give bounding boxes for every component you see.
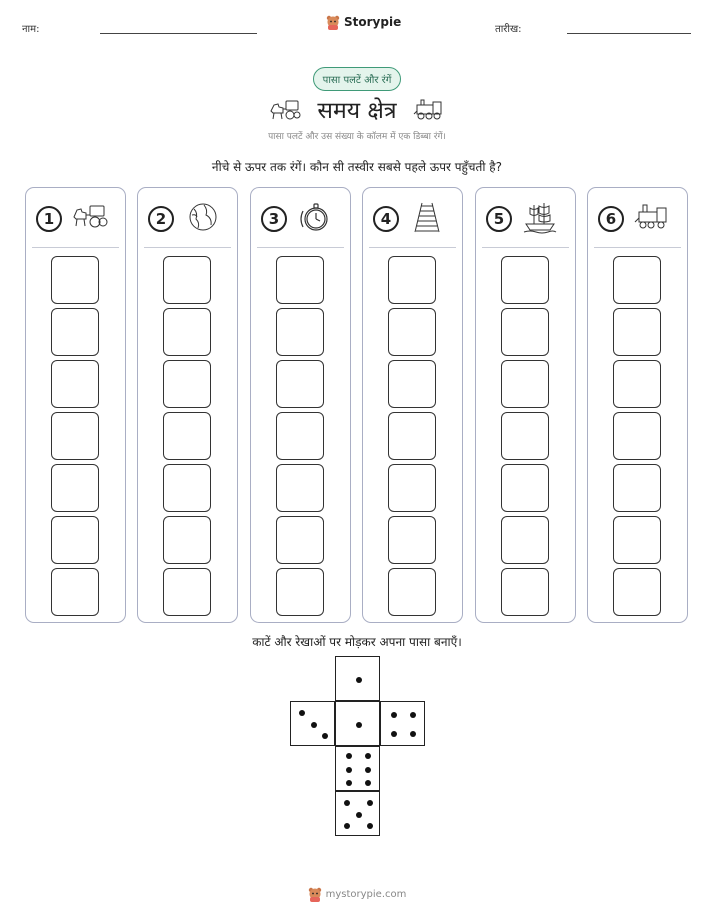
color-box[interactable]: [501, 464, 549, 512]
color-box[interactable]: [388, 464, 436, 512]
color-box[interactable]: [388, 568, 436, 616]
color-box[interactable]: [276, 464, 324, 512]
color-box[interactable]: [388, 516, 436, 564]
column-number: 4: [373, 206, 399, 232]
die-pip: [322, 733, 328, 739]
instruction-text: नीचे से ऊपर तक रंगें। कौन सी तस्वीर सबसे पहले ऊपर पहुँचती है?: [211, 160, 503, 174]
color-box[interactable]: [276, 568, 324, 616]
pocket-watch-icon: [297, 201, 333, 235]
color-box[interactable]: [501, 516, 549, 564]
color-box[interactable]: [163, 464, 211, 512]
die-pip: [346, 767, 352, 773]
die-face: [335, 701, 380, 746]
railroad-track-icon: [409, 201, 445, 235]
bear-mascot-icon: [326, 14, 340, 30]
page-title: समय क्षेत्र: [317, 98, 397, 124]
color-box[interactable]: [276, 256, 324, 304]
die-pip: [391, 712, 397, 718]
die-face: [335, 746, 380, 791]
column-3: [250, 187, 351, 623]
date-line[interactable]: [567, 33, 691, 34]
column-header: [369, 198, 456, 248]
color-box[interactable]: [51, 412, 99, 460]
die-face: [335, 656, 380, 701]
page-subtitle: पासा पलटें और उस संख्या के कॉलम में एक डिब्बा रंगें।: [268, 132, 446, 142]
color-box[interactable]: [276, 308, 324, 356]
color-box[interactable]: [51, 568, 99, 616]
color-box[interactable]: [51, 308, 99, 356]
footer: [308, 886, 407, 902]
globe-icon: [184, 201, 220, 235]
color-box[interactable]: [51, 464, 99, 512]
die-pip: [391, 731, 397, 737]
die-pip: [356, 722, 362, 728]
color-box[interactable]: [613, 360, 661, 408]
color-box[interactable]: [613, 464, 661, 512]
footer-site: mystorypie.com: [325, 888, 407, 900]
color-box[interactable]: [276, 360, 324, 408]
column-number: 1: [36, 206, 62, 232]
activity-badge: पासा पलटें और रंगें: [313, 67, 402, 91]
brand-name: Storypie: [344, 15, 402, 29]
column-header: [32, 198, 119, 248]
die-pip: [344, 823, 350, 829]
sailing-ship-icon: [522, 201, 558, 235]
die-pip: [356, 812, 362, 818]
column-header: [144, 198, 231, 248]
color-box[interactable]: [501, 308, 549, 356]
die-face: [335, 791, 380, 836]
steam-train-icon: [634, 201, 670, 235]
column-1: [25, 187, 126, 623]
color-box[interactable]: [51, 256, 99, 304]
color-box[interactable]: [163, 568, 211, 616]
column-number: 2: [148, 206, 174, 232]
color-box[interactable]: [613, 412, 661, 460]
color-box[interactable]: [51, 516, 99, 564]
name-line[interactable]: [100, 33, 257, 34]
color-box[interactable]: [163, 360, 211, 408]
color-box[interactable]: [163, 412, 211, 460]
die-pip: [346, 753, 352, 759]
color-box[interactable]: [388, 308, 436, 356]
color-box[interactable]: [501, 360, 549, 408]
color-box[interactable]: [501, 256, 549, 304]
color-box[interactable]: [613, 256, 661, 304]
column-2: [137, 187, 238, 623]
color-box[interactable]: [163, 516, 211, 564]
column-number: 5: [486, 206, 512, 232]
column-header: [257, 198, 344, 248]
color-box[interactable]: [163, 308, 211, 356]
die-pip: [346, 780, 352, 786]
die-pip: [344, 800, 350, 806]
color-box[interactable]: [163, 256, 211, 304]
column-4: [362, 187, 463, 623]
column-number: 3: [261, 206, 287, 232]
die-face: [380, 701, 425, 746]
horse-carriage-icon: [269, 97, 301, 121]
column-6: [587, 187, 688, 623]
die-pip: [410, 712, 416, 718]
column-number: 6: [598, 206, 624, 232]
color-box[interactable]: [501, 568, 549, 616]
die-pip: [356, 677, 362, 683]
die-pip: [299, 710, 305, 716]
color-box[interactable]: [276, 412, 324, 460]
date-label: तारीख:: [495, 24, 522, 35]
color-box[interactable]: [501, 412, 549, 460]
color-box[interactable]: [276, 516, 324, 564]
name-label: नाम:: [22, 24, 40, 35]
steam-train-icon: [413, 97, 445, 121]
cut-instruction: काटें और रेखाओं पर मोड़कर अपना पासा बनाएँ।: [252, 635, 462, 649]
column-5: [475, 187, 576, 623]
color-box[interactable]: [388, 412, 436, 460]
color-box[interactable]: [613, 308, 661, 356]
die-pip: [367, 800, 373, 806]
column-header: [482, 198, 569, 248]
color-box[interactable]: [388, 256, 436, 304]
die-pip: [365, 767, 371, 773]
horse-carriage-icon: [72, 201, 108, 235]
die-pip: [367, 823, 373, 829]
column-header: [594, 198, 681, 248]
bear-mascot-icon: [308, 886, 322, 902]
brand-logo: [326, 14, 401, 30]
die-pip: [410, 731, 416, 737]
die-pip: [365, 780, 371, 786]
color-box[interactable]: [388, 360, 436, 408]
color-box[interactable]: [613, 516, 661, 564]
die-face: [290, 701, 335, 746]
color-box[interactable]: [51, 360, 99, 408]
die-pip: [365, 753, 371, 759]
die-pip: [311, 722, 317, 728]
color-box[interactable]: [613, 568, 661, 616]
